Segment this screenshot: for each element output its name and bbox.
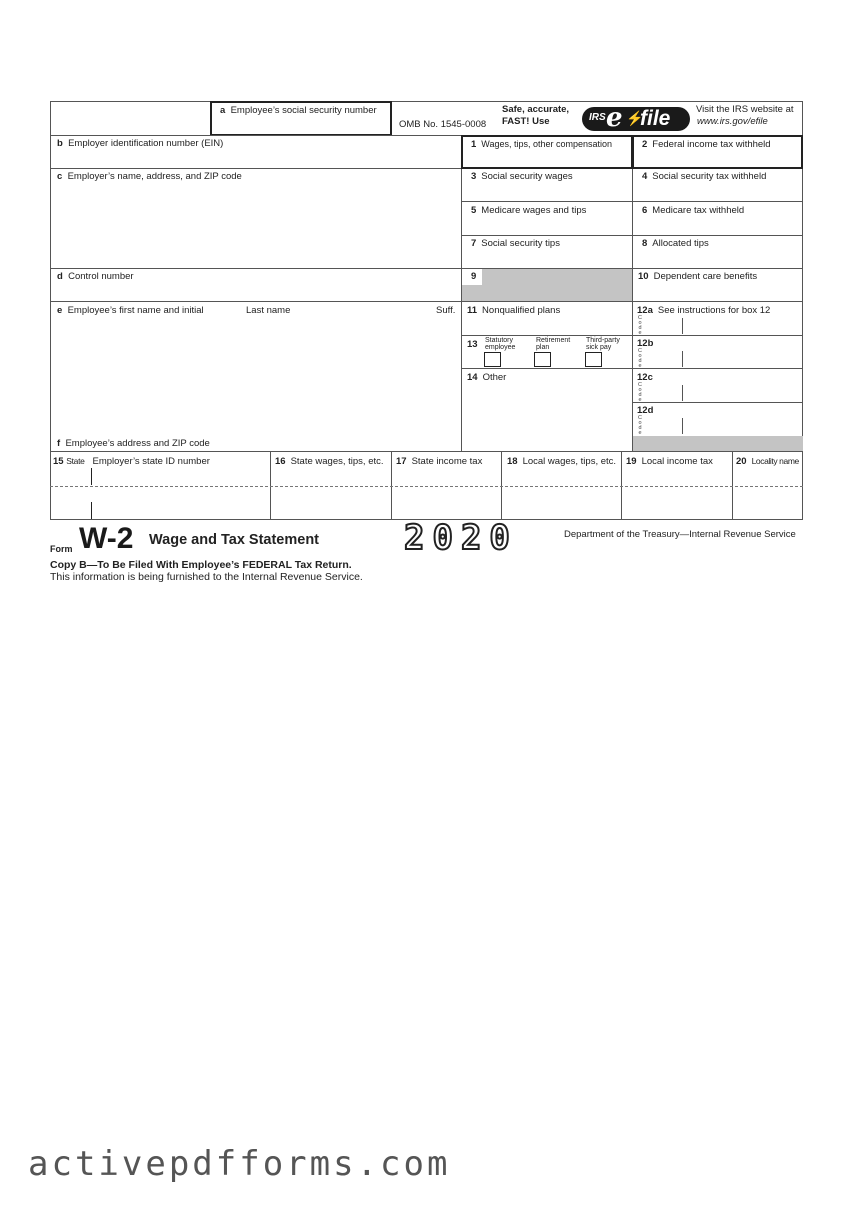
code-letter: o <box>638 320 642 326</box>
box-15-num: 15 <box>53 456 64 467</box>
box-7-label[interactable] <box>471 238 560 249</box>
box-19-text: Local income tax <box>641 456 713 467</box>
code-letter: e <box>638 397 642 403</box>
box-f-label[interactable] <box>57 438 210 449</box>
box-1-wages[interactable] <box>461 135 633 169</box>
box-16-label[interactable] <box>275 456 384 467</box>
box-3-text: Social security wages <box>481 171 573 182</box>
box-7-num: 7 <box>471 238 477 249</box>
code-letter: C <box>638 315 642 321</box>
box-12a-text: See instructions for box 12 <box>657 305 771 316</box>
box-12a-num: 12a <box>637 305 653 316</box>
department-text: Department of the Treasury—Internal Revenue Service <box>564 529 796 540</box>
box-5-num: 5 <box>471 205 477 216</box>
box-11-num: 11 <box>467 305 478 316</box>
box-3-label[interactable] <box>471 171 573 182</box>
state-separator-tick-1 <box>91 468 92 485</box>
box-d-label[interactable] <box>57 271 134 282</box>
box-20-text: Locality name <box>751 456 799 466</box>
box-12a-code-divider <box>682 318 683 334</box>
state-separator-tick-2 <box>91 502 92 519</box>
box-4-label[interactable] <box>642 171 766 182</box>
code-letter: C <box>638 348 642 354</box>
box-d-text: Control number <box>68 271 134 282</box>
box-16-num: 16 <box>275 456 286 467</box>
col-line-right-mid <box>632 135 633 451</box>
row-line-c-top <box>50 168 462 169</box>
box-2-num: 2 <box>642 139 648 150</box>
box-f-letter: f <box>57 438 61 449</box>
code-letter: C <box>638 415 642 421</box>
box-12b-code-divider <box>682 351 683 367</box>
code-letter: e <box>638 330 642 336</box>
row-line-r8 <box>632 402 803 403</box>
box-5-label[interactable] <box>471 205 586 216</box>
box-14-num: 14 <box>467 372 478 383</box>
box-6-label[interactable] <box>642 205 744 216</box>
box-20-num: 20 <box>736 456 747 467</box>
box-20-label[interactable] <box>736 456 799 467</box>
info-line: This information is being furnished to the Internal Revenue Service. <box>50 571 363 583</box>
copy-b-line: Copy B—To Be Filed With Employee’s FEDERAL Tax Return. <box>50 559 352 571</box>
code-letter: e <box>638 430 642 436</box>
code-letter: e <box>638 363 642 369</box>
box-2-federal-tax[interactable] <box>632 135 803 169</box>
box-17-label[interactable] <box>396 456 482 467</box>
box-8-label[interactable] <box>642 238 709 249</box>
form-word: Form <box>50 544 73 554</box>
box-c-label[interactable] <box>57 171 242 182</box>
retirement-plan-checkbox[interactable] <box>534 352 551 367</box>
box-17-text: State income tax <box>411 456 483 467</box>
box-14-text: Other <box>482 372 507 383</box>
box-e-label[interactable] <box>57 305 204 316</box>
box-10-label[interactable] <box>638 271 757 282</box>
box-7-text: Social security tips <box>481 238 560 249</box>
box-13-statutory-label: Statutory employee <box>485 337 516 351</box>
form-name: W-2 <box>79 522 134 555</box>
row-line-b-top <box>50 135 462 136</box>
box-1-text: Wages, tips, other compensation <box>481 139 613 149</box>
box-12c-num: 12c <box>637 372 653 383</box>
box-16-text: State wages, tips, etc. <box>290 456 384 467</box>
box-2-text: Federal income tax withheld <box>652 139 771 150</box>
code-letter: o <box>638 387 642 393</box>
box-15-text: Employer’s state ID number <box>92 456 210 467</box>
box-f-text: Employee’s address and ZIP code <box>65 438 210 449</box>
box-b-label[interactable] <box>57 138 223 149</box>
lightning-icon: ⚡ <box>626 110 644 126</box>
box-e-letter: e <box>57 305 63 316</box>
box-9-shaded <box>462 269 632 301</box>
box-18-label[interactable] <box>507 456 616 467</box>
box-17-num: 17 <box>396 456 407 467</box>
box-18-text: Local wages, tips, etc. <box>522 456 617 467</box>
box-e-suffix: Suff. <box>436 305 456 316</box>
box-6-num: 6 <box>642 205 648 216</box>
box-12d-code-divider <box>682 418 683 434</box>
box-d-letter: d <box>57 271 63 282</box>
visit-line-1: Visit the IRS website at <box>696 104 794 115</box>
box-6-text: Medicare tax withheld <box>652 205 745 216</box>
code-letter: d <box>638 392 642 398</box>
box-11-label[interactable] <box>467 305 560 316</box>
box-12-bottom-shaded <box>633 436 803 451</box>
code-letter: d <box>638 358 642 364</box>
box-e-last-name: Last name <box>246 305 291 316</box>
box-9-num: 9 <box>471 271 477 282</box>
box-3-num: 3 <box>471 171 477 182</box>
omb-number: OMB No. 1545-0008 <box>399 119 487 130</box>
box-9-label <box>471 271 476 282</box>
form-title: Wage and Tax Statement <box>149 532 320 548</box>
code-letter: o <box>638 420 642 426</box>
box-15-state: State <box>66 456 85 466</box>
row-line-e-top <box>50 301 462 302</box>
box-5-text: Medicare wages and tips <box>481 205 587 216</box>
box-4-num: 4 <box>642 171 648 182</box>
box-12d-num: 12d <box>637 405 654 416</box>
state-row-dashed-divider <box>50 486 803 487</box>
row-line-r5 <box>461 301 803 302</box>
box-b-letter: b <box>57 138 63 149</box>
box-e-text: Employee’s first name and initial <box>67 305 204 316</box>
box-12c-code-divider <box>682 385 683 401</box>
code-letter: d <box>638 325 642 331</box>
box-8-num: 8 <box>642 238 648 249</box>
row-line-r7 <box>461 368 803 369</box>
box-19-label[interactable] <box>626 456 713 467</box>
box-13-third-party-label: Third-party sick pay <box>586 337 620 351</box>
efile-logo-file-text: file <box>640 107 671 130</box>
box-a-letter: a <box>220 105 226 116</box>
box-4-text: Social security tax withheld <box>652 171 767 182</box>
visit-line-2: www.irs.gov/efile <box>697 116 768 127</box>
box-1-num: 1 <box>471 139 477 150</box>
box-13-num: 13 <box>467 339 478 350</box>
box-a-ssn[interactable] <box>210 101 392 136</box>
box-8-text: Allocated tips <box>652 238 709 249</box>
box-18-num: 18 <box>507 456 518 467</box>
watermark-text: activepdfforms.com <box>28 1144 451 1184</box>
box-c-letter: c <box>57 171 63 182</box>
box-10-num: 10 <box>638 271 649 282</box>
code-letter: o <box>638 353 642 359</box>
box-15-label[interactable] <box>53 456 210 467</box>
row-line-r6 <box>461 335 803 336</box>
box-11-text: Nonqualified plans <box>482 305 561 316</box>
irs-efile-logo <box>582 107 690 131</box>
box-12a-label[interactable] <box>637 305 770 316</box>
box-a-label: Employee’s social security number <box>230 105 377 116</box>
third-party-sick-pay-checkbox[interactable] <box>585 352 602 367</box>
efile-logo-irs-text: IRS <box>589 112 606 123</box>
tax-year: 2020 <box>404 518 518 558</box>
box-19-num: 19 <box>626 456 637 467</box>
row-line-r2 <box>461 201 803 202</box>
safe-line-2: FAST! Use <box>502 116 550 127</box>
box-c-text: Employer’s name, address, and ZIP code <box>67 171 242 182</box>
safe-line-1: Safe, accurate, <box>502 104 570 115</box>
box-b-text: Employer identification number (EIN) <box>68 138 224 149</box>
box-14-label[interactable] <box>467 372 506 383</box>
row-line-d-top <box>50 268 462 269</box>
row-line-r3 <box>461 235 803 236</box>
box-13-retirement-label: Retirement plan <box>536 337 571 351</box>
row-line-15-top <box>50 451 803 452</box>
box-12b-num: 12b <box>637 338 654 349</box>
code-letter: d <box>638 425 642 431</box>
code-letter: C <box>638 382 642 388</box>
statutory-employee-checkbox[interactable] <box>484 352 501 367</box>
box-10-text: Dependent care benefits <box>653 271 758 282</box>
efile-logo-e-text: e <box>606 107 623 131</box>
